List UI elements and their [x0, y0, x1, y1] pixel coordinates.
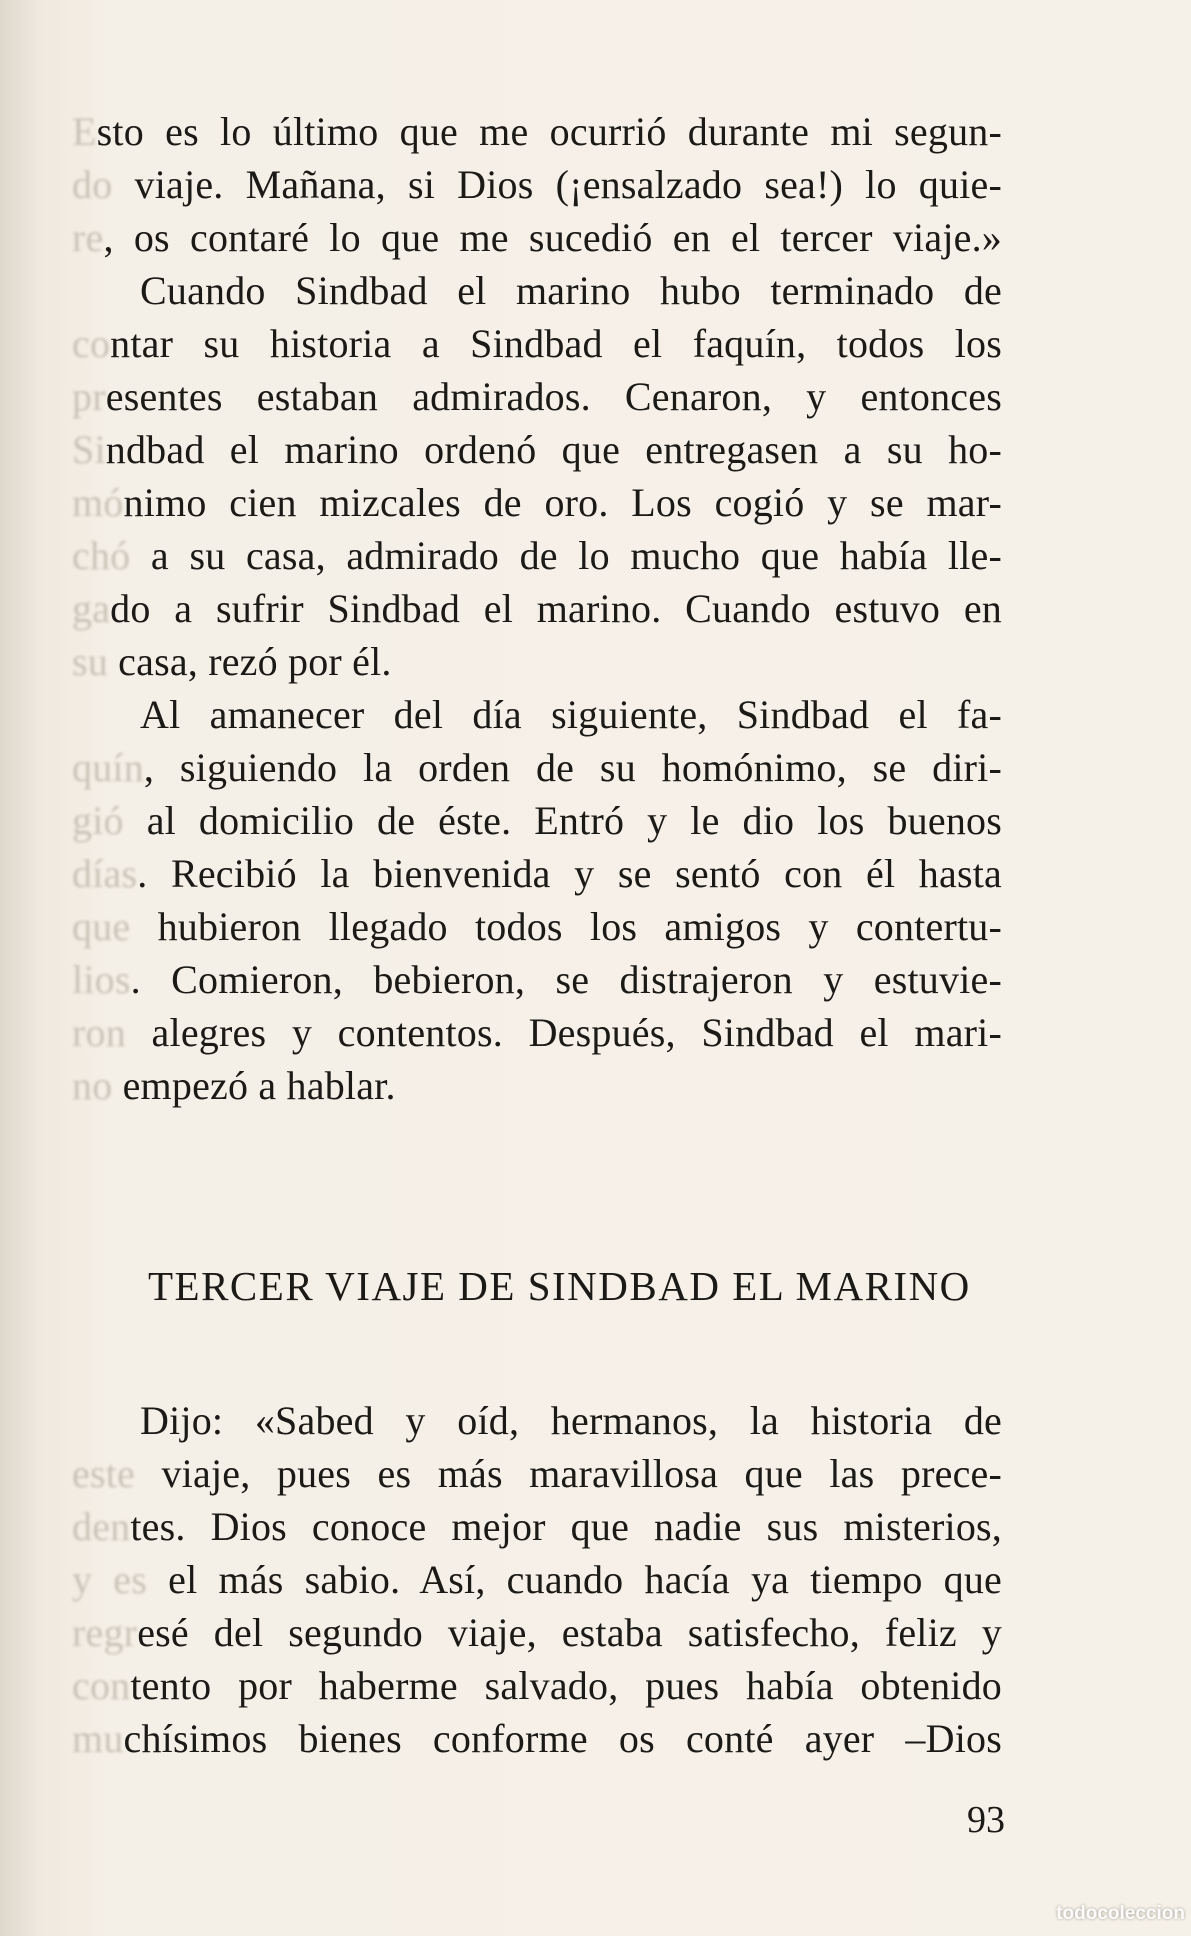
- text-line: no empezó a hablar.: [72, 1063, 396, 1108]
- text-line: Dijo: «Sabed y oíd, hermanos, la historia de: [140, 1398, 1002, 1443]
- section-title: TERCER VIAJE DE SINDBAD EL MARINO: [148, 1263, 971, 1309]
- text-line: quín, siguiendo la orden de su homónimo, se diri-: [72, 745, 1002, 790]
- text-line: chó a su casa, admirado de lo mucho que había lle-: [72, 533, 1002, 578]
- text-line: re, os contaré lo que me sucedió en el tercer viaje.»: [72, 215, 1002, 260]
- page-number: 93: [967, 1799, 1005, 1841]
- text-line: días. Recibió la bienvenida y se sentó con él hasta: [72, 851, 1002, 896]
- text-line: do viaje. Mañana, si Dios (¡ensalzado sea!) lo quie-: [72, 162, 1002, 207]
- text-line: gado a sufrir Sindbad el marino. Cuando estuvo en: [72, 586, 1002, 631]
- text-line: regresé del segundo viaje, estaba satisfecho, feliz y: [72, 1610, 1002, 1655]
- text-line: Esto es lo último que me ocurrió durante mi segun-: [72, 109, 1002, 154]
- text-line: dentes. Dios conoce mejor que nadie sus misterios,: [72, 1504, 1002, 1549]
- text-line: su casa, rezó por él.: [72, 639, 392, 684]
- text-line: Sindbad el marino ordenó que entregasen a su ho-: [72, 427, 1002, 472]
- watermark: todocoleccion: [1056, 1903, 1185, 1924]
- text-line: contar su historia a Sindbad el faquín, todos los: [72, 321, 1002, 366]
- text-line: muchísimos bienes conforme os conté ayer –Dios: [72, 1716, 1002, 1761]
- text-line: y es el más sabio. Así, cuando hacía ya tiempo que: [72, 1557, 1002, 1602]
- text-line: que hubieron llegado todos los amigos y contertu-: [72, 904, 1002, 949]
- text-block-before: [72, 105, 1002, 1112]
- text-block-after: [72, 1394, 1002, 1765]
- text-line: este viaje, pues es más maravillosa que las prece-: [72, 1451, 1002, 1496]
- text-line: Al amanecer del día siguiente, Sindbad el fa-: [140, 692, 1002, 737]
- text-line: presentes estaban admirados. Cenaron, y entonces: [72, 374, 1002, 419]
- text-line: lios. Comieron, bebieron, se distrajeron y estuvie-: [72, 957, 1002, 1002]
- text-line: ron alegres y contentos. Después, Sindbad el mari-: [72, 1010, 1002, 1055]
- text-line: contento por haberme salvado, pues había obtenido: [72, 1663, 1002, 1708]
- text-line: gió al domicilio de éste. Entró y le dio los buenos: [72, 798, 1002, 843]
- text-line: Cuando Sindbad el marino hubo terminado de: [140, 268, 1002, 313]
- text-line: mónimo cien mizcales de oro. Los cogió y se mar-: [72, 480, 1002, 525]
